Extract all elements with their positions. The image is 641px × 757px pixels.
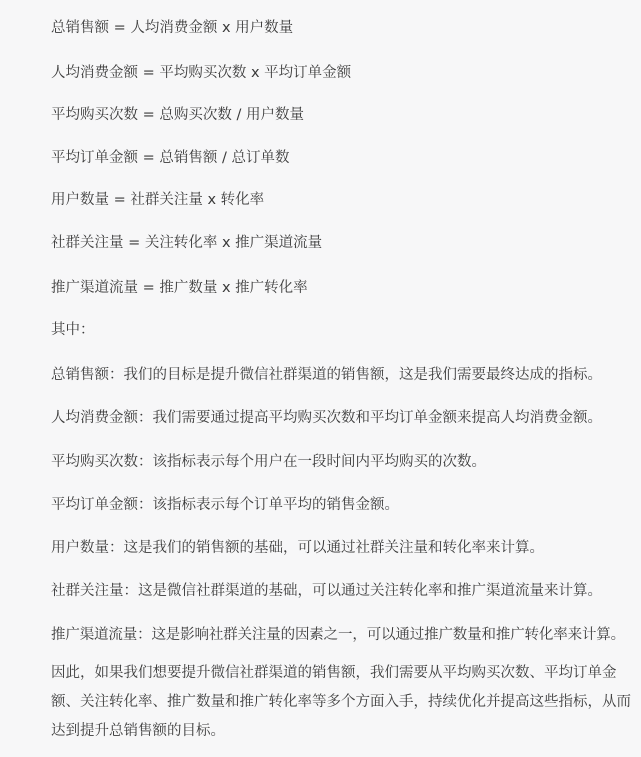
formula-avg-purchase-count: 平均购买次数 = 总购买次数 / 用户数量 — [51, 107, 304, 123]
formula-channel-traffic: 推广渠道流量 = 推广数量 x 推广转化率 — [51, 280, 308, 296]
formula-community-followers: 社群关注量 = 关注转化率 x 推广渠道流量 — [51, 235, 323, 251]
formula-total-sales: 总销售额 = 人均消费金额 x 用户数量 — [51, 20, 294, 36]
formula-user-count: 用户数量 = 社群关注量 x 转化率 — [51, 192, 265, 208]
explanation-per-capita-spend: 人均消费金额：我们需要通过提高平均购买次数和平均订单金额来提高人均消费金额。 — [51, 410, 602, 426]
section-intro: 其中： — [51, 322, 95, 338]
explanation-total-sales: 总销售额：我们的目标是提升微信社群渠道的销售额，这是我们需要最终达成的指标。 — [51, 367, 602, 383]
explanation-community-followers: 社群关注量：这是微信社群渠道的基础，可以通过关注转化率和推广渠道流量来计算。 — [51, 583, 602, 599]
explanation-avg-order-value: 平均订单金额：该指标表示每个订单平均的销售金额。 — [51, 497, 399, 513]
formula-avg-order-value: 平均订单金额 = 总销售额 / 总订单数 — [51, 150, 290, 166]
explanation-avg-purchase-count: 平均购买次数：该指标表示每个用户在一段时间内平均购买的次数。 — [51, 454, 486, 470]
explanation-user-count: 用户数量：这是我们的销售额的基础，可以通过社群关注量和转化率来计算。 — [51, 540, 544, 556]
explanation-channel-traffic: 推广渠道流量：这是影响社群关注量的因素之一，可以通过推广数量和推广转化率来计算。 — [51, 627, 625, 643]
formula-per-capita-spend: 人均消费金额 = 平均购买次数 x 平均订单金额 — [51, 65, 352, 81]
conclusion-paragraph: 因此，如果我们想要提升微信社群渠道的销售额，我们需要从平均购买次数、平均订单金额、关注转化率、推广数量和推广转化率等多个方面入手，持续优化并提高这些指标，从而达到提升总销售额的目标。 — [51, 665, 631, 739]
